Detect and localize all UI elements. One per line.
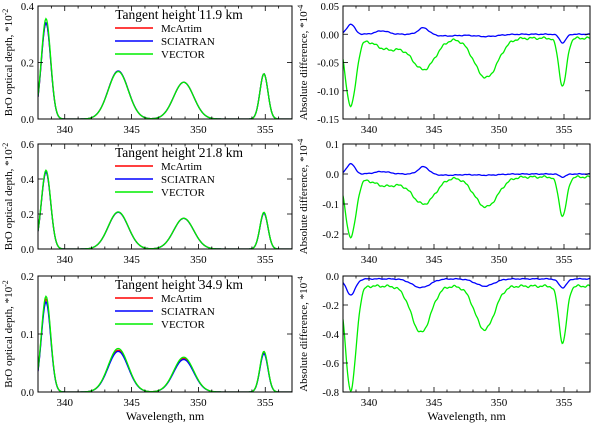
chart-panel-5 <box>1 272 292 423</box>
x-tick-label: 350 <box>490 397 508 409</box>
legend-label-sciatran: SCIATRAN <box>161 36 215 48</box>
series-line-vector <box>343 285 590 391</box>
legend-label-mcartim: McArtim <box>161 23 202 35</box>
legend-label-vector: VECTOR <box>161 187 205 199</box>
x-tick-label: 355 <box>257 124 274 136</box>
legend-label-sciatran: SCIATRAN <box>161 306 215 318</box>
y-tick-label: -0.4 <box>322 330 339 341</box>
x-tick-label: 340 <box>360 397 378 409</box>
y-axis-label-text: Absolute difference, *10 <box>298 282 310 392</box>
x-tick-label: 340 <box>360 124 378 136</box>
y-tick-label: -0.2 <box>322 230 339 241</box>
y-axis-label-exponent: -2 <box>1 142 10 150</box>
chart-panel-6 <box>296 272 590 423</box>
x-tick-label: 345 <box>425 124 443 136</box>
y-axis-label-exponent: -2 <box>1 8 10 16</box>
x-tick-label: 355 <box>555 254 573 266</box>
legend-label-vector: VECTOR <box>161 49 205 61</box>
chart-panel-1 <box>1 2 292 136</box>
y-axis-label <box>1 280 15 388</box>
y-axis-label-exponent: -4 <box>296 4 305 12</box>
x-tick-label: 345 <box>425 397 443 409</box>
y-axis-label-text: Absolute difference, *10 <box>298 11 310 121</box>
x-tick-label: 340 <box>56 254 73 266</box>
y-tick-label: 0.2 <box>20 210 34 221</box>
y-axis-label-text: BrO optical depth, *10 <box>3 286 15 388</box>
y-tick-label: 0.0 <box>20 245 34 256</box>
y-axis-label <box>1 143 15 251</box>
series-line-sciatran <box>343 164 590 178</box>
y-axis-label-text: Absolute difference, *10 <box>298 145 310 255</box>
legend-label-sciatran: SCIATRAN <box>161 174 215 186</box>
y-tick-label: 0.6 <box>20 140 34 151</box>
y-tick-label: -0.15 <box>317 115 339 126</box>
y-tick-label: -0.10 <box>317 86 339 98</box>
chart-panel-3 <box>1 140 292 266</box>
legend <box>115 293 215 331</box>
x-tick-label: 350 <box>190 254 207 266</box>
y-tick-label: 0.0 <box>325 170 339 181</box>
y-tick-label: 0.1 <box>20 330 34 341</box>
x-tick-label: 340 <box>56 397 73 409</box>
chart-panel-2 <box>296 2 590 136</box>
y-axis-label-text: BrO optical depth, *10 <box>3 149 15 251</box>
x-tick-label: 350 <box>490 124 508 136</box>
y-tick-label: -0.2 <box>322 301 339 312</box>
x-tick-label: 350 <box>190 397 207 409</box>
y-tick-label: 0.4 <box>20 2 34 13</box>
y-tick-label: 0.0 <box>20 388 34 399</box>
y-axis-label-text: BrO optical depth, *10 <box>3 15 15 117</box>
y-axis-label <box>296 276 310 392</box>
y-axis-label-exponent: -4 <box>296 276 305 283</box>
y-tick-label: 0.1 <box>325 140 339 151</box>
y-tick-label: -0.1 <box>322 200 339 211</box>
x-tick-label: 355 <box>257 254 274 266</box>
panel-annotation: Tangent height 21.8 km <box>114 145 244 160</box>
y-axis-label-exponent: -2 <box>1 280 10 287</box>
x-tick-label: 355 <box>555 124 573 136</box>
legend <box>115 161 215 199</box>
x-tick-label: 340 <box>56 124 73 136</box>
y-tick-label: 0.05 <box>320 2 339 13</box>
plot-frame <box>343 144 590 249</box>
y-axis-label <box>1 9 15 117</box>
y-tick-label: 0.0 <box>325 272 339 283</box>
x-tick-label: 345 <box>123 124 140 136</box>
panel-annotation: Tangent height 34.9 km <box>114 277 244 292</box>
series-line-vector <box>343 37 590 107</box>
x-tick-label: 350 <box>190 124 207 136</box>
x-tick-label: 350 <box>490 254 508 266</box>
y-tick-label: -0.05 <box>317 58 339 70</box>
y-tick-label: -0.6 <box>322 359 339 370</box>
y-tick-label: 0.4 <box>20 175 34 186</box>
y-tick-label: 0.0 <box>20 115 34 126</box>
x-tick-label: 340 <box>360 254 378 266</box>
legend-label-mcartim: McArtim <box>161 293 202 305</box>
x-axis-label: Wavelength, nm <box>427 409 506 423</box>
x-tick-label: 345 <box>123 254 140 266</box>
y-axis-label-exponent: -4 <box>296 138 305 146</box>
y-tick-label: -0.8 <box>322 388 339 399</box>
legend-label-mcartim: McArtim <box>161 161 202 173</box>
panel-annotation: Tangent height 11.9 km <box>115 7 243 22</box>
y-tick-label: 0.00 <box>320 30 339 42</box>
x-tick-label: 345 <box>425 254 443 266</box>
y-tick-label: 0.2 <box>20 58 34 70</box>
y-tick-label: 0.2 <box>20 272 34 283</box>
y-axis-label <box>296 5 310 121</box>
chart-panel-4 <box>296 139 590 266</box>
x-tick-label: 355 <box>555 397 573 409</box>
x-tick-label: 355 <box>257 397 274 409</box>
plot-frame <box>343 6 590 119</box>
y-axis-label <box>296 139 310 255</box>
legend <box>115 23 215 61</box>
x-tick-label: 345 <box>123 397 140 409</box>
legend-label-vector: VECTOR <box>161 319 205 331</box>
series-line-vector <box>343 176 590 238</box>
x-axis-label: Wavelength, nm <box>125 409 205 423</box>
